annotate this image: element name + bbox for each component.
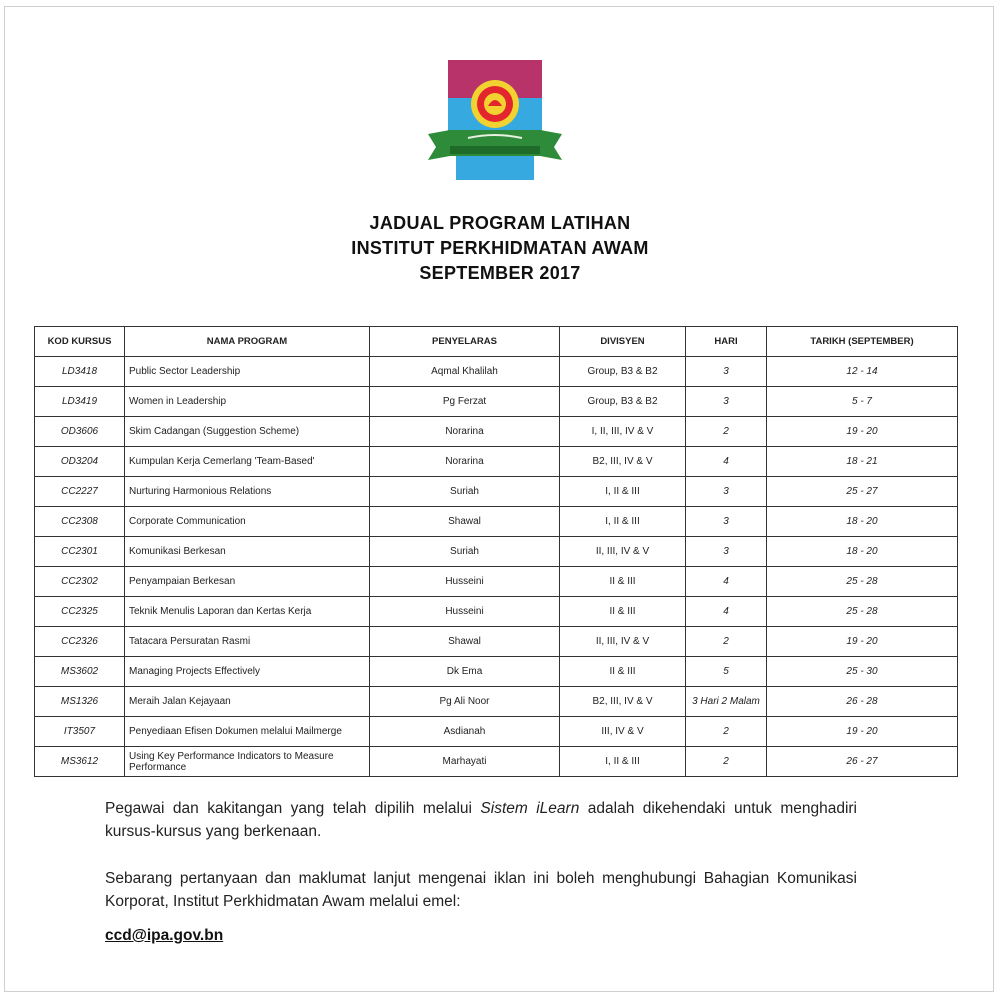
cell-tarikh: 12 - 14 (767, 357, 958, 387)
cell-penyelaras: Norarina (370, 447, 560, 477)
cell-nama: Skim Cadangan (Suggestion Scheme) (125, 417, 370, 447)
table-row (35, 597, 958, 627)
cell-nama: Penyediaan Efisen Dokumen melalui Mailmerge (125, 717, 370, 747)
cell-divisyen: I, II, III, IV & V (560, 417, 686, 447)
cell-nama: Nurturing Harmonious Relations (125, 477, 370, 507)
cell-penyelaras: Aqmal Khalilah (370, 357, 560, 387)
cell-kod: MS3602 (35, 657, 125, 687)
cell-tarikh: 19 - 20 (767, 717, 958, 747)
cell-tarikh: 5 - 7 (767, 387, 958, 417)
header-nama: NAMA PROGRAM (125, 327, 370, 357)
title-line-3: SEPTEMBER 2017 (419, 263, 581, 283)
cell-hari: 3 (686, 387, 767, 417)
table-header-row (35, 327, 958, 357)
cell-kod: CC2325 (35, 597, 125, 627)
note-1-end: adalah dikehendaki untuk menghadiri kursus-kursus yang berkenaan. (105, 800, 858, 840)
cell-hari: 4 (686, 447, 767, 477)
cell-divisyen: II & III (560, 657, 686, 687)
note-1-start: Pegawai dan kakitangan yang telah dipilih melalui (105, 800, 481, 817)
cell-tarikh: 25 - 28 (767, 597, 958, 627)
cell-hari: 2 (686, 417, 767, 447)
cell-tarikh: 26 - 28 (767, 687, 958, 717)
cell-nama: Public Sector Leadership (125, 357, 370, 387)
cell-penyelaras: Pg Ali Noor (370, 687, 560, 717)
institute-logo (428, 60, 562, 184)
cell-penyelaras: Asdianah (370, 717, 560, 747)
cell-penyelaras: Husseini (370, 567, 560, 597)
header-tarikh: TARIKH (SEPTEMBER) (767, 327, 958, 357)
table-row (35, 477, 958, 507)
cell-kod: MS1326 (35, 687, 125, 717)
cell-tarikh: 19 - 20 (767, 417, 958, 447)
note-paragraph-1 (105, 797, 857, 843)
cell-hari: 3 Hari 2 Malam (686, 687, 767, 717)
cell-hari: 4 (686, 567, 767, 597)
cell-kod: CC2301 (35, 537, 125, 567)
table-row (35, 447, 958, 477)
cell-nama: Meraih Jalan Kejayaan (125, 687, 370, 717)
cell-hari: 2 (686, 627, 767, 657)
cell-hari: 3 (686, 357, 767, 387)
cell-nama: Women in Leadership (125, 387, 370, 417)
note-1-system-name: Sistem iLearn (480, 800, 580, 817)
cell-hari: 3 (686, 477, 767, 507)
cell-divisyen: I, II & III (560, 747, 686, 777)
cell-divisyen: I, II & III (560, 477, 686, 507)
header-penyelaras: PENYELARAS (370, 327, 560, 357)
note-paragraph-2: Sebarang pertanyaan dan maklumat lanjut mengenai iklan ini boleh menghubungi Bahagian Komunikasi Korporat, Institut Perkhidmatan Awam melalui emel: (105, 870, 857, 910)
cell-kod: IT3507 (35, 717, 125, 747)
cell-kod: OD3204 (35, 447, 125, 477)
title-line-1: JADUAL PROGRAM LATIHAN (369, 213, 631, 233)
cell-tarikh: 25 - 28 (767, 567, 958, 597)
cell-divisyen: Group, B3 & B2 (560, 387, 686, 417)
cell-hari: 3 (686, 537, 767, 567)
cell-penyelaras: Shawal (370, 507, 560, 537)
cell-kod: CC2227 (35, 477, 125, 507)
table-row (35, 567, 958, 597)
table-body (35, 357, 958, 777)
cell-divisyen: II & III (560, 597, 686, 627)
cell-nama: Tatacara Persuratan Rasmi (125, 627, 370, 657)
cell-divisyen: B2, III, IV & V (560, 687, 686, 717)
cell-nama: Komunikasi Berkesan (125, 537, 370, 567)
table-row (35, 507, 958, 537)
table-row (35, 417, 958, 447)
cell-hari: 2 (686, 717, 767, 747)
cell-nama: Penyampaian Berkesan (125, 567, 370, 597)
cell-tarikh: 18 - 21 (767, 447, 958, 477)
table-row (35, 627, 958, 657)
cell-tarikh: 25 - 30 (767, 657, 958, 687)
cell-divisyen: I, II & III (560, 507, 686, 537)
cell-hari: 3 (686, 507, 767, 537)
table-row (35, 687, 958, 717)
table-row (35, 387, 958, 417)
cell-divisyen: II, III, IV & V (560, 627, 686, 657)
cell-nama: Using Key Performance Indicators to Measure Performance (125, 747, 370, 777)
cell-divisyen: Group, B3 & B2 (560, 357, 686, 387)
cell-kod: LD3419 (35, 387, 125, 417)
training-schedule-table (34, 326, 958, 777)
cell-penyelaras: Pg Ferzat (370, 387, 560, 417)
cell-hari: 2 (686, 747, 767, 777)
title-line-2: INSTITUT PERKHIDMATAN AWAM (351, 238, 649, 258)
cell-divisyen: II & III (560, 567, 686, 597)
cell-penyelaras: Dk Ema (370, 657, 560, 687)
cell-penyelaras: Marhayati (370, 747, 560, 777)
cell-kod: LD3418 (35, 357, 125, 387)
cell-hari: 5 (686, 657, 767, 687)
notes-section (105, 797, 857, 937)
cell-kod: CC2326 (35, 627, 125, 657)
cell-kod: CC2308 (35, 507, 125, 537)
cell-penyelaras: Shawal (370, 627, 560, 657)
cell-divisyen: B2, III, IV & V (560, 447, 686, 477)
cell-tarikh: 25 - 27 (767, 477, 958, 507)
cell-tarikh: 18 - 20 (767, 537, 958, 567)
table-row (35, 357, 958, 387)
header-hari: HARI (686, 327, 767, 357)
cell-hari: 4 (686, 597, 767, 627)
cell-kod: CC2302 (35, 567, 125, 597)
cell-penyelaras: Suriah (370, 477, 560, 507)
contact-email-link[interactable]: ccd@ipa.gov.bn (105, 927, 224, 944)
table-row (35, 747, 958, 777)
header-divisyen: DIVISYEN (560, 327, 686, 357)
cell-tarikh: 18 - 20 (767, 507, 958, 537)
cell-nama: Kumpulan Kerja Cemerlang 'Team-Based' (125, 447, 370, 477)
table-row (35, 537, 958, 567)
table-row (35, 657, 958, 687)
cell-penyelaras: Husseini (370, 597, 560, 627)
cell-nama: Teknik Menulis Laporan dan Kertas Kerja (125, 597, 370, 627)
table-row (35, 717, 958, 747)
cell-divisyen: III, IV & V (560, 717, 686, 747)
cell-nama: Managing Projects Effectively (125, 657, 370, 687)
cell-penyelaras: Norarina (370, 417, 560, 447)
document-title (0, 211, 1000, 286)
cell-penyelaras: Suriah (370, 537, 560, 567)
cell-kod: OD3606 (35, 417, 125, 447)
cell-tarikh: 19 - 20 (767, 627, 958, 657)
cell-divisyen: II, III, IV & V (560, 537, 686, 567)
cell-kod: MS3612 (35, 747, 125, 777)
header-kod: KOD KURSUS (35, 327, 125, 357)
cell-nama: Corporate Communication (125, 507, 370, 537)
cell-tarikh: 26 - 27 (767, 747, 958, 777)
